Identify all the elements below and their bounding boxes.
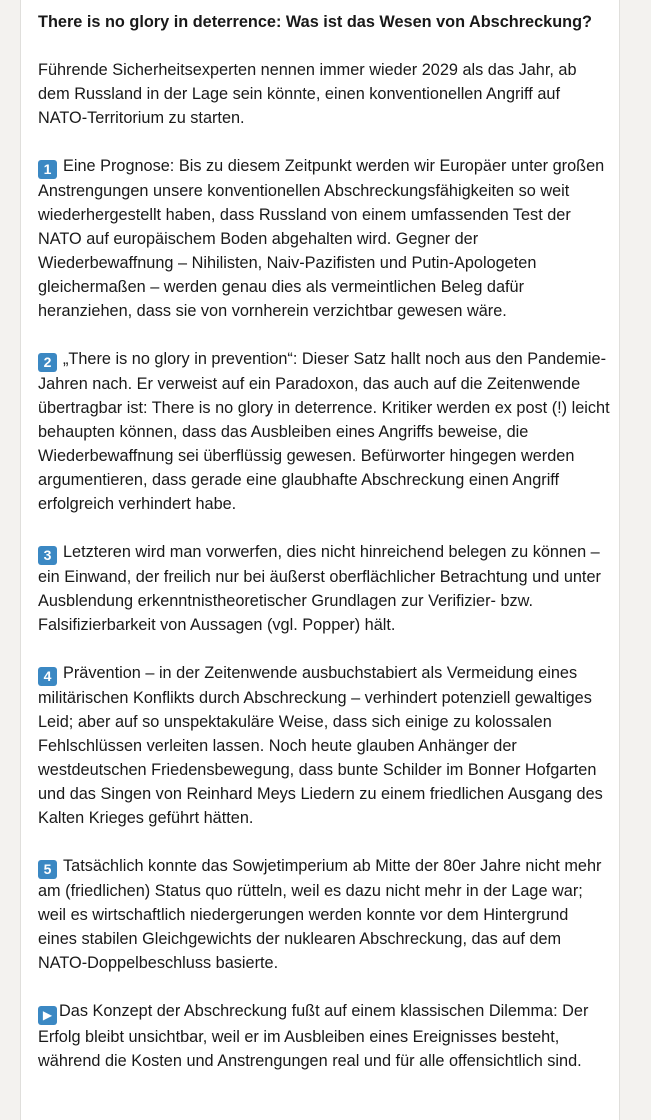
keycap-five-icon: 5 [38, 860, 57, 879]
conclusion-paragraph [38, 999, 611, 1073]
keycap-two-icon: 2 [38, 353, 57, 372]
keycap-one-icon: 1 [38, 160, 57, 179]
post-title: There is no glory in deterrence: Was ist das Wesen von Abschreckung? [38, 13, 593, 31]
keycap-three-icon: 3 [38, 546, 57, 565]
point-2 [38, 347, 611, 516]
point-1-text: Eine Prognose: Bis zu diesem Zeitpunkt werden wir Europäer unter großen Anstrengungen unsere konventionellen Abschreckungsfähigkeiten so weit wiederhergestellt haben, dass Russland von einem umfassenden Test der NATO auf europäischem Boden abgehalten wird. Gegner der Wiederbewaffnung – Nihilisten, Naiv-Pazifisten und Putin-Apologeten gleichermaßen – werden genau dies als vermeintlichen Beleg dafür heranziehen, dass sie von vornherein verzichtbar gewesen wäre. [38, 157, 605, 320]
play-button-icon: ▶ [38, 1006, 57, 1025]
point-2-text: „There is no glory in prevention“: Dieser Satz hallt noch aus den Pandemie-Jahren nach. Er verweist auf ein Paradoxon, das auch auf die Zeitenwende übertragbar ist: There is no glory in deterrence. Kritiker werden ex post (!) leicht behaupten können, dass das Ausbleiben eines Angriffs beweise, die Wiederbewaffnung sei überflüssig gewesen. Befürworter hingegen werden argumentieren, dass gerade eine glaubhafte Abschreckung einen Angriff erfolgreich verhindert habe. [38, 350, 610, 513]
point-5 [38, 854, 611, 975]
point-1 [38, 154, 611, 323]
post-card [20, 0, 620, 1120]
point-3 [38, 540, 611, 637]
point-3-text: Letzteren wird man vorwerfen, dies nicht hinreichend belegen zu können – ein Einwand, der freilich nur bei äußerst oberflächlicher Betrachtung und unter Ausblendung erkenntnistheoretischer Grundlagen zur Verifizier- bzw. Falsifizierbarkeit von Aussagen (vgl. Popper) hält. [38, 543, 601, 634]
post-body [21, 0, 619, 1073]
point-5-text: Tatsächlich konnte das Sowjetimperium ab Mitte der 80er Jahre nicht mehr am (friedlichen) Status quo rütteln, weil es dazu nicht mehr in der Lage war; weil es wirtschaftlich niedergerungen werden konnte vor dem Hintergrund eines stabilen Gleichgewichts der nuklearen Abschreckung, das auf dem NATO-Doppelbeschluss basierte. [38, 857, 602, 972]
point-4-text: Prävention – in der Zeitenwende ausbuchstabiert als Vermeidung eines militärischen Konflikts durch Abschreckung – verhindert potenziell gewaltiges Leid; aber auf so unspektakuläre Weise, dass sich einige zu kolossalen Fehlschlüssen verleiten lassen. Noch heute glauben Anhänger der westdeutschen Friedensbewegung, dass bunte Schilder im Bonner Hofgarten und das Singen von Reinhard Meys Liedern zu einem friedlichen Ausgang des Kalten Krieges geführt hätten. [38, 664, 603, 827]
keycap-four-icon: 4 [38, 667, 57, 686]
intro-paragraph: Führende Sicherheitsexperten nennen immer wieder 2029 als das Jahr, ab dem Russland in der Lage sein könnte, einen konventionellen Angriff auf NATO-Territorium zu starten. [38, 61, 577, 127]
conclusion-text: Das Konzept der Abschreckung fußt auf einem klassischen Dilemma: Der Erfolg bleibt unsichtbar, weil er im Ausbleiben eines Ereignisses besteht, während die Kosten und Anstrengungen real und für alle offensichtlich sind. [38, 1002, 589, 1070]
point-4 [38, 661, 611, 830]
